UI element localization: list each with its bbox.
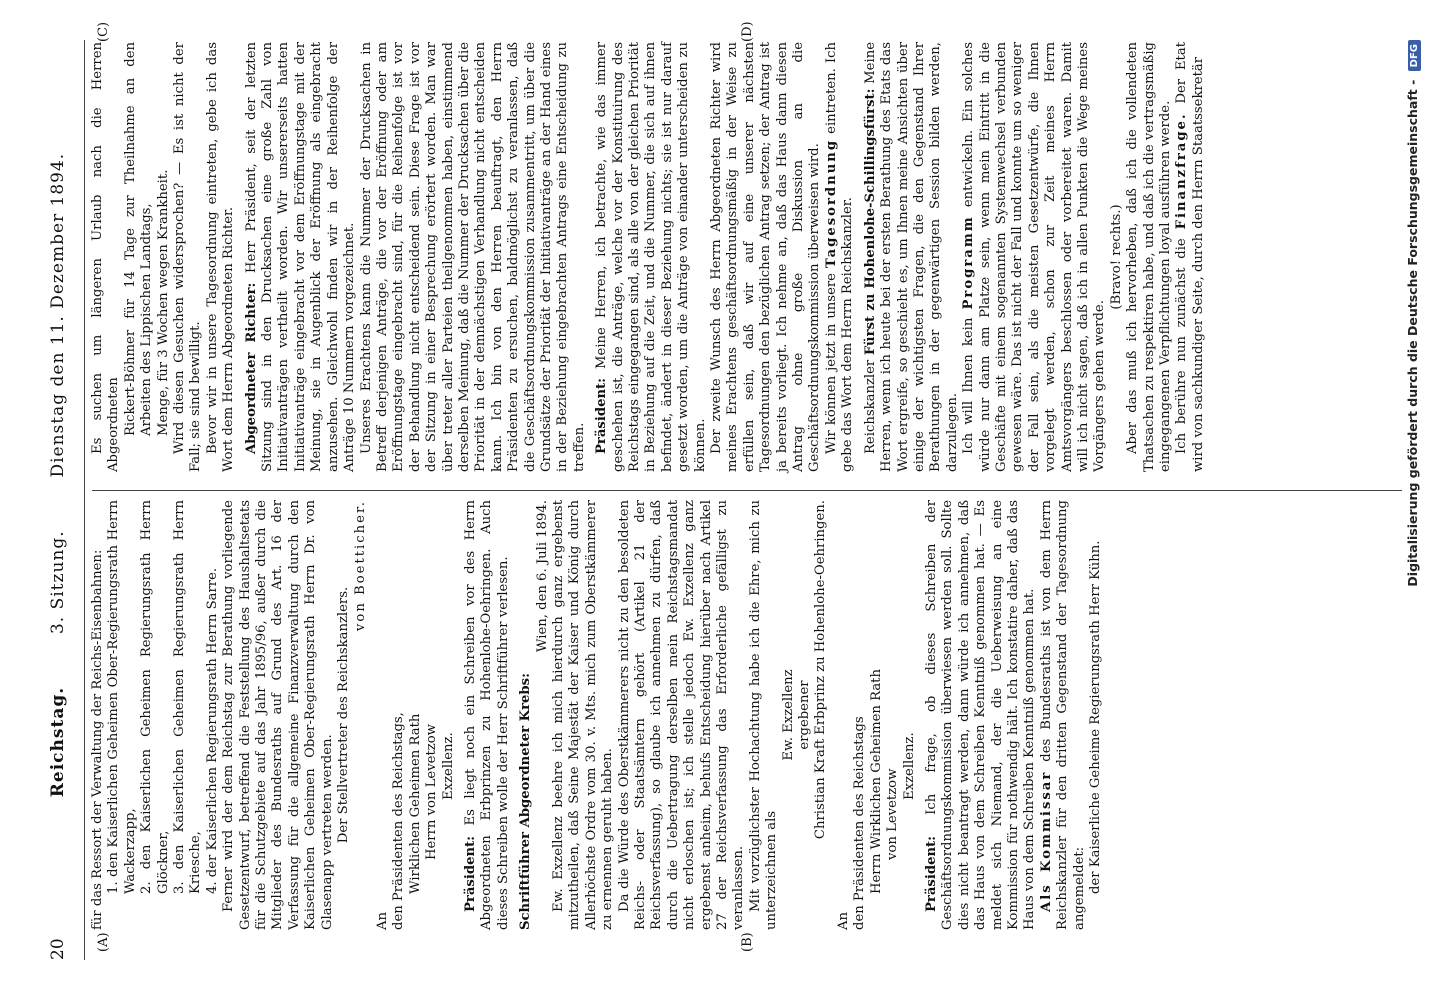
address-line: Exzellenz.	[440, 732, 456, 800]
letter-closing: ergebener	[797, 680, 813, 750]
address-line: den Präsidenten des Reichstags,	[391, 712, 407, 930]
speaker-label: Abgeordneter Richter:	[243, 282, 259, 454]
letter-paragraph: Mit vorzüglichster Hochachtung habe ich die Ehre, mich zu unterzeichnen als	[747, 500, 780, 930]
paragraph: für das Ressort der Verwaltung der Reichs-Eisenbahnen:	[90, 549, 105, 930]
address-line: den Präsidenten des Reichstags	[852, 716, 868, 930]
speech-text: Es liegt noch ein Schreiben vor des Herrn Abgeordneten Erbprinzen zu Hohenlohe-Oehringen. Auch dieses Schreiben wolle der Herr Schriftführer verlesen.	[462, 500, 511, 930]
list-item: 4. der Kaiserlichen Regierungsrath Herrn Sarre.	[204, 567, 220, 894]
address-line: Herrn von Levetzow	[424, 724, 440, 860]
address-line: von Levetzow	[885, 768, 901, 860]
speech-paragraph	[924, 500, 1039, 930]
speech-paragraph	[863, 42, 961, 472]
list-item: Menge, für 3 Wochen wegen Krankheit.	[155, 169, 171, 436]
list-item: Rickert-Böhmer für 14 Tage zur Theilnahme an den Arbeiten des Lippischen Landtags,	[122, 42, 155, 436]
digitization-note	[1405, 40, 1421, 760]
paragraph: Wird diesen Gesuchen widersprochen? — Es ist nicht der Fall; sie sind bewilligt.	[172, 42, 204, 472]
speech-paragraph	[463, 500, 512, 930]
emphasis: Finanzfrage.	[1174, 112, 1190, 230]
page-header	[48, 40, 80, 960]
emphasis: Tagesordnung	[823, 138, 839, 268]
paragraph: Es suchen um längeren Urlaub nach die Herren Abgeordneten	[90, 42, 122, 472]
signature-title: Der Stellvertreter des Reichskanzlers.	[336, 586, 352, 844]
letter-paragraph: Da die Würde des Oberstkämmerers nicht zu den besoldeten Reichs- oder Staatsämtern gehört (Artikel 21 der Reichsverfassung), so glaube ich annehmen zu dürfen, daß durch die Uebertragung derselben mein Reichstagsmandat nicht erloschen ist; ich stelle jedoch Ew. Exzellenz ganz ergebenst anheim, behufs Entscheidung hierüber nach Artikel 27 der Reichsverfassung das Erforderliche gefälligst zu veranlassen.	[616, 500, 747, 930]
emphasis: Als Kommissar	[1038, 770, 1054, 912]
address-line: Herrn Wirklichen Geheimen Rath	[868, 669, 884, 894]
paragraph	[1039, 500, 1088, 930]
speaker-label: Präsident:	[462, 835, 478, 912]
emphasis: Programm	[961, 215, 977, 310]
page-title	[48, 40, 68, 910]
address-line: Exzellenz.	[901, 732, 917, 800]
paragraph: Bevor wir in unsere Tagesordnung eintreten, gebe ich das Wort dem Herrn Abgeordneten Richter.	[204, 42, 237, 472]
page-number: 20	[48, 938, 68, 960]
speech-text: Der Etat wird von sachkundiger Seite, durch den Herrn Staatssekretär	[1174, 42, 1206, 472]
speech-text: eintreten. Ich gebe das Wort dem Herrn Reichskanzler.	[823, 42, 856, 472]
speech-text: Ich will Ihnen kein	[961, 317, 977, 454]
list-item: 2. den Kaiserlichen Geheimen Regierungsrath Herrn Glöckner,	[139, 500, 171, 894]
speech-text: entwickeln. Ein solches würde nur dann am Platze sein, wenn mein Eintritt in die Geschäfte mit einem sogenannten Systemwechsel verbunden gewesen wäre. Das ist nicht der Fall und konnte um so weniger der Fall sein, als die meisten Gesetzentwürfe, die Ihnen vorgelegt werden, schon zur Zeit meines Herrn Amtsvorgängers beschlossen oder vorbereitet waren. Damit will ich nicht sagen, daß ich in allen Punkten die Wege meines Vorgängers gehen werde.	[961, 42, 1108, 472]
speech-text: Wir können jetzt in unsere	[823, 273, 839, 454]
letter-paragraph: Ew. Exzellenz beehre ich mich hierdurch ganz ergebenst mitzutheilen, daß Seine Majestät der Kaiser und König durch Allerhöchste Ordre vom 30. v. Mts. mich zum Oberstkämmerer zu ernennen geruht haben.	[550, 500, 616, 930]
address-line: Wirklichen Geheimen Rath	[407, 713, 423, 894]
speech-paragraph	[824, 42, 857, 472]
column-divider	[92, 490, 1402, 491]
digitization-text: Digitalisierung gefördert durch die Deutsche Forschungsgemeinschaft -	[1405, 79, 1420, 587]
speech-paragraph	[1174, 42, 1207, 472]
left-column	[90, 500, 1104, 930]
speaker-label: Präsident:	[923, 835, 939, 912]
speech-paragraph: Der zweite Wunsch des Herrn Abgeordneten Richter wird meines Erachtens geschäftsordnungsmäßig in der Weise zu erfüllen sein, daß wir auf eine unserer nächsten Tagesordnungen den bezüglichen Antrag setzen; der Antrag ist ja bereits vorliegt. Ich nehme an, daß das Haus dann diesen Antrag ohne große Diskussion an die Geschäftsordnungskommission überweisen wird.	[709, 42, 823, 472]
speech-paragraph: Unseres Erachtens kann die Nummer der Drucksachen in Betreff derjenigen Anträge, die vor der Eröffnung oder am Eröffnungstage eingebracht sind, für die Reihenfolge ist vor der Behandlung nicht entscheidend sein. Diese Frage ist vor der Sitzung in einer Besprechung erörtert worden. Man war über treter aller Parteien theilgenommen haben, einstimmend derselben Meinung, daß die Nummer der Drucksachen über die Priorität in der demnächstigen Verhandlung nicht entscheiden kann. Ich bin von den Herren beauftragt, den Herrn Präsidenten zu ersuchen, baldmöglichst zu veranlassen, daß die Geschäftsordnungskommission zusammentritt, um über die Grundsätze der Priorität der Initiativanträge an der Hand eines in der Beziehung eingebrachten Antrags eine Entscheidung zu treffen.	[358, 42, 587, 472]
speaker-label: Präsident:	[594, 377, 610, 454]
margin-mark-d: (D)	[740, 21, 755, 42]
margin-mark-b: (B)	[740, 932, 755, 952]
signature-name: von Boetticher.	[352, 500, 368, 632]
speaker-title: Fürst zu Hohenlohe-Schillingsfürst:	[862, 88, 878, 356]
speech-paragraph	[244, 42, 359, 472]
paragraph: Ferner wird der dem Reichstag zur Berathung vorliegende Gesetzentwurf, betreffend die Feststellung des Haushaltsetats für die Schutzgebiete auf das Jahr 1895/96, außer durch die Mitglieder des Bundesraths auf Grund des Art. 16 der Verfassung für die allgemeine Finanzverwaltung durch den Kaiserlichen Geheimen Ober-Regierungsrath Herrn Dr. von Glasenapp vertreten werden.	[221, 500, 335, 930]
list-item: 3. den Kaiserlichen Geheimen Regierungsrath Herrn Kriesche,	[172, 500, 204, 894]
title-right: Dienstag den 11. Dezember 1894.	[48, 152, 68, 478]
list-item: 1. den Kaiserlichen Geheimen Ober-Regierungsrath Herrn Wackerzapp,	[106, 500, 138, 894]
speech-text: Ich frage, ob dieses Schreiben der Geschäftsordnungskommission überwiesen werden soll. Sollte dies nicht beantragt werden, dann würde ich annehmen, daß das Haus von dem Schreiben Kenntniß genommen hat. — Es meldet sich Niemand, der die Ueberweisung an eine Kommission für nothwendig hält. Ich konstatire daher, daß das Haus von dem Schreiben Kenntniß genommen hat.	[923, 500, 1038, 930]
margin-mark-c: (C)	[96, 21, 111, 42]
speech-text: Meine Herren, ich betrachte, wie das immer geschehen ist, die Anträge, welche vor der Konstituirung des Reichstags eingegangen sind, als alle von der gleichen Priorität in Beziehung auf die Zeit, und die Nummer, die sich auf ihnen befindet, ändert in dieser Beziehung nichts; sie ist nur darauf gesetzt worden, um die Anträge von einander unterscheiden zu können.	[594, 42, 708, 472]
speech-paragraph	[594, 42, 709, 472]
speech-paragraph	[961, 42, 1109, 472]
paragraph-text: des Bundesraths ist von dem Herrn Reichskanzler für den dritten Gegenstand der Tagesordnung angemeldet:	[1038, 499, 1087, 930]
title-left: Reichstag.	[48, 686, 68, 798]
speech-text: Meine Herren, wenn ich heute bei der ersten Berathung des Etats das Wort ergreife, so geschieht es, um Ihnen meine Ansichten über einige der wichtigsten Fragen, die den Gegenstand Ihrer Berathungen in der gegenwärtigen Session bilden werden, darzulegen.	[862, 42, 960, 472]
paragraph: der Kaiserliche Geheime Regierungsrath Herr Kühn.	[1087, 540, 1103, 894]
header-rule	[84, 40, 85, 960]
address-line: An	[835, 911, 851, 930]
letter-date: Wien, den 6. Juli 1894.	[534, 500, 550, 653]
address-line: An	[374, 911, 390, 930]
speech-text: Ich berühre nun zunächst die	[1174, 238, 1190, 454]
margin-mark-a: (A)	[96, 932, 111, 952]
speaker-label: Reichskanzler	[862, 359, 878, 454]
right-column	[90, 42, 1207, 472]
speaker-label: Schriftführer Abgeordneter Krebs:	[518, 673, 534, 930]
dfg-logo: DFG	[1408, 40, 1421, 71]
title-middle: 3. Sitzung.	[48, 530, 68, 635]
speech-paragraph: Aber das muß ich hervorheben, daß ich die vollendeten Thatsachen zu respektiren habe, und daß ich die vertragsmäßig eingegangenen Verpflichtungen loyal ausführen werde.	[1125, 42, 1173, 472]
speech-text: Herr Präsident, seit der letzten Sitzung sind in den Drucksachen eine große Zahl von Initiativanträgen vertheilt worden. Wir unsererseits hatten Initiativanträge eingebracht vor dem Eröffnungstage mit der Meinung, sie in Augenblick der Eröffnung als eingebracht anzusehen. Gleichwohl finden wir in der Reihenfolge der Anträge 10 Nummern vorgezeichnet.	[243, 42, 358, 472]
letter-signature: Christian Kraft Erbprinz zu Hohenlohe-Oehringen.	[813, 500, 829, 840]
letter-closing: Ew. Exzellenz	[780, 669, 796, 761]
interjection: (Bravo! rechts.)	[1108, 204, 1124, 310]
